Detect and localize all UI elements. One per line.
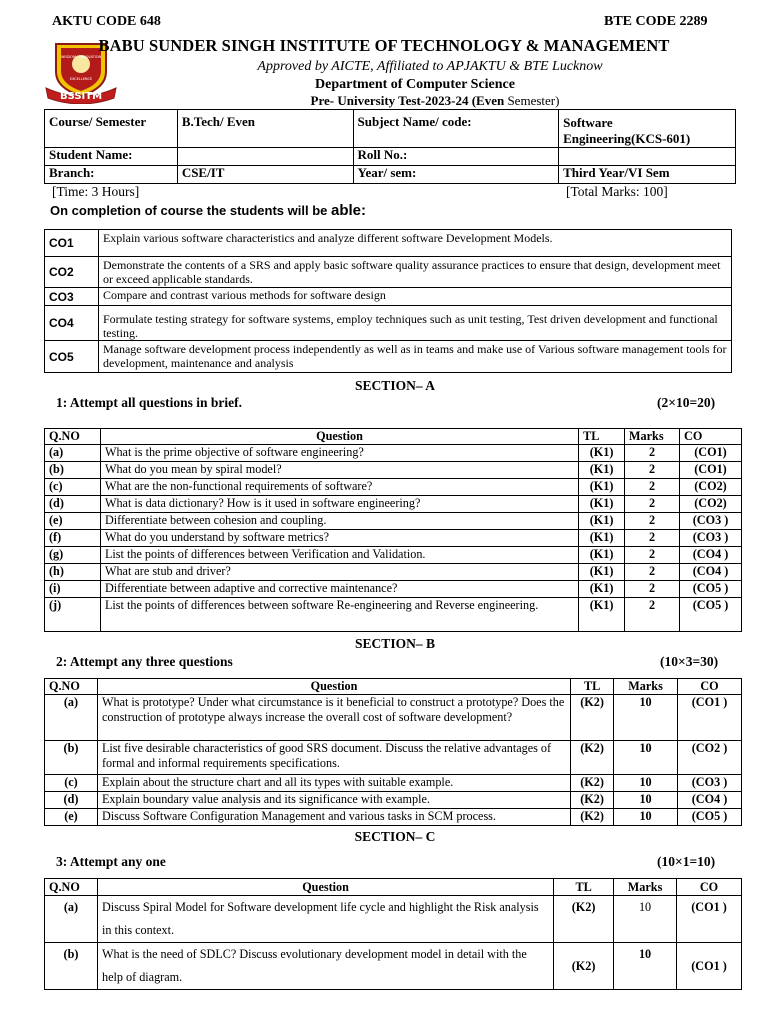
q-marks: 2	[625, 581, 680, 598]
subject-value: Software Engineering(KCS-601)	[559, 110, 736, 148]
q-marks: 2	[625, 445, 680, 462]
q-tl: (K1)	[579, 496, 625, 513]
section-a-table	[44, 428, 742, 632]
total-marks: [Total Marks: 100]	[566, 184, 668, 199]
q-tl: (K1)	[579, 462, 625, 479]
q-co: (CO1 )	[677, 943, 742, 990]
table-header-row	[45, 879, 742, 896]
co-code: CO5	[45, 341, 99, 373]
year-value: Third Year/VI Sem	[559, 166, 736, 184]
section-c-table	[44, 878, 742, 990]
q-text: Differentiate between cohesion and coupling.	[100, 513, 578, 530]
table-row	[45, 809, 742, 826]
header-marks: Marks	[625, 429, 680, 445]
q-no: (b)	[45, 741, 98, 775]
q-co: (CO4 )	[680, 547, 742, 564]
q-tl: (K2)	[554, 896, 614, 943]
q-tl: (K2)	[571, 809, 614, 826]
q-text: Discuss Spiral Model for Software development life cycle and highlight the Risk analysis in this context.	[97, 896, 553, 943]
q-tl: (K2)	[554, 943, 614, 990]
co-row	[45, 288, 732, 306]
table-header-row	[45, 679, 742, 695]
header-qno: Q.NO	[45, 879, 98, 896]
table-row	[45, 479, 742, 496]
q-tl: (K1)	[579, 598, 625, 632]
q-tl: (K2)	[571, 792, 614, 809]
q-text: What do you mean by spiral model?	[100, 462, 578, 479]
q-co: (CO3 )	[680, 530, 742, 547]
co-row	[45, 306, 732, 341]
q-marks: 2	[625, 564, 680, 581]
q-no: (h)	[45, 564, 101, 581]
table-row	[45, 513, 742, 530]
q-co: (CO1)	[680, 462, 742, 479]
branch-value: CSE/IT	[177, 166, 353, 184]
table-header-row	[45, 429, 742, 445]
section-a-instruction: 1: Attempt all questions in brief.	[56, 395, 243, 410]
q-text: Discuss Software Configuration Management and various tasks in SCM process.	[97, 809, 570, 826]
q-text: What is the prime objective of software engineering?	[100, 445, 578, 462]
q-co: (CO1)	[680, 445, 742, 462]
q-co: (CO3 )	[678, 775, 742, 792]
student-value	[177, 148, 353, 166]
table-row	[45, 598, 742, 632]
q-marks: 10	[614, 896, 677, 943]
co-code: CO4	[45, 306, 99, 341]
header-question: Question	[97, 879, 553, 896]
section-a-marks: (2×10=20)	[657, 395, 716, 410]
q-co: (CO3 )	[680, 513, 742, 530]
subject-label: Subject Name/ code:	[353, 110, 559, 148]
header-qno: Q.NO	[45, 679, 98, 695]
header-question: Question	[97, 679, 570, 695]
q-marks: 10	[614, 695, 678, 741]
q-text: Explain boundary value analysis and its significance with example.	[97, 792, 570, 809]
co-text: Explain various software characteristics and analyze different software Development Models.	[98, 230, 731, 257]
outcome-intro: On completion of course the students will be able:	[50, 202, 366, 219]
co-row	[45, 257, 732, 288]
q-no: (e)	[45, 513, 101, 530]
q-marks: 10	[614, 943, 677, 990]
q-text: What is prototype? Under what circumstance is it beneficial to construct a prototype? Does the construction of prototype always increase the overall cost of software development?	[97, 695, 570, 741]
q-tl: (K1)	[579, 581, 625, 598]
q-no: (i)	[45, 581, 101, 598]
q-marks: 10	[614, 741, 678, 775]
table-row	[45, 741, 742, 775]
section-a-title: SECTION– A	[355, 378, 435, 393]
q-text: What are stub and driver?	[100, 564, 578, 581]
q-co: (CO2 )	[678, 741, 742, 775]
q-text: List five desirable characteristics of good SRS document. Discuss the relative advantages of formal and informal requirements specifications.	[97, 741, 570, 775]
co-text: Demonstrate the contents of a SRS and apply basic software quality assurance practices to ensure that design, development meet or exceed applicable standards.	[98, 257, 731, 288]
q-co: (CO5 )	[680, 598, 742, 632]
q-co: (CO4 )	[678, 792, 742, 809]
co-text: Compare and contrast various methods for software design	[98, 288, 731, 306]
q-no: (a)	[45, 445, 101, 462]
header-qno: Q.NO	[45, 429, 101, 445]
section-c-instruction: 3: Attempt any one	[56, 854, 166, 869]
q-no: (e)	[45, 809, 98, 826]
course-value: B.Tech/ Even	[177, 110, 353, 148]
q-tl: (K1)	[579, 445, 625, 462]
co-code: CO3	[45, 288, 99, 306]
co-row	[45, 230, 732, 257]
course-label: Course/ Semester	[45, 110, 178, 148]
q-no: (b)	[45, 943, 98, 990]
q-no: (f)	[45, 530, 101, 547]
department-name: Department of Computer Science	[315, 77, 515, 92]
q-marks: 10	[614, 775, 678, 792]
table-row	[45, 695, 742, 741]
co-code: CO1	[45, 230, 99, 257]
table-row	[45, 530, 742, 547]
q-marks: 2	[625, 513, 680, 530]
institute-name: BABU SUNDER SINGH INSTITUTE OF TECHNOLOGY & MANAGEMENT	[98, 36, 670, 55]
section-c-marks: (10×1=10)	[657, 854, 716, 869]
q-co: (CO1 )	[677, 896, 742, 943]
q-marks: 2	[625, 479, 680, 496]
q-tl: (K2)	[571, 695, 614, 741]
q-no: (b)	[45, 462, 101, 479]
q-marks: 2	[625, 547, 680, 564]
q-co: (CO2)	[680, 496, 742, 513]
q-no: (c)	[45, 479, 101, 496]
section-b-instruction: 2: Attempt any three questions	[56, 654, 233, 669]
q-no: (d)	[45, 792, 98, 809]
section-c-title: SECTION– C	[354, 829, 436, 844]
q-no: (a)	[45, 896, 98, 943]
q-marks: 10	[614, 792, 678, 809]
q-no: (a)	[45, 695, 98, 741]
q-text: Differentiate between adaptive and corrective maintenance?	[100, 581, 578, 598]
q-text: What is the need of SDLC? Discuss evolutionary development model in detail with the help of diagram.	[97, 943, 553, 990]
table-row	[45, 496, 742, 513]
q-marks: 2	[625, 598, 680, 632]
q-text: List the points of differences between software Re-engineering and Reverse engineering.	[100, 598, 578, 632]
svg-text:EXCELLENCE: EXCELLENCE	[69, 77, 93, 81]
q-text: What is data dictionary? How is it used in software engineering?	[100, 496, 578, 513]
header-tl: TL	[579, 429, 625, 445]
header-co: CO	[677, 879, 742, 896]
aktu-code: AKTU CODE 648	[52, 14, 161, 29]
section-b-table	[44, 678, 742, 826]
branch-label: Branch:	[45, 166, 178, 184]
q-no: (c)	[45, 775, 98, 792]
header-co: CO	[680, 429, 742, 445]
section-b-title: SECTION– B	[355, 636, 435, 651]
q-text: List the points of differences between Verification and Validation.	[100, 547, 578, 564]
co-text: Formulate testing strategy for software systems, employ techniques such as unit testing, Test driven development and functional testing.	[98, 306, 731, 341]
q-marks: 2	[625, 496, 680, 513]
header-co: CO	[678, 679, 742, 695]
table-row	[45, 564, 742, 581]
q-tl: (K2)	[571, 741, 614, 775]
q-tl: (K1)	[579, 564, 625, 581]
header-marks: Marks	[614, 879, 677, 896]
q-tl: (K1)	[579, 513, 625, 530]
svg-text:BSSITM: BSSITM	[59, 91, 103, 102]
q-co: (CO1 )	[678, 695, 742, 741]
header-tl: TL	[554, 879, 614, 896]
q-marks: 2	[625, 462, 680, 479]
q-tl: (K1)	[579, 547, 625, 564]
roll-label: Roll No.:	[353, 148, 559, 166]
q-tl: (K2)	[571, 775, 614, 792]
q-co: (CO5 )	[678, 809, 742, 826]
course-info-table	[44, 109, 736, 184]
table-row	[45, 943, 742, 990]
q-co: (CO5 )	[680, 581, 742, 598]
co-row	[45, 341, 732, 373]
q-no: (j)	[45, 598, 101, 632]
table-row	[45, 792, 742, 809]
table-row	[45, 547, 742, 564]
q-text: What are the non-functional requirements of software?	[100, 479, 578, 496]
section-b-marks: (10×3=30)	[660, 654, 719, 669]
table-row	[45, 775, 742, 792]
course-outcomes-table	[44, 229, 732, 373]
test-title: Pre- University Test-2023-24 (Even Semester)	[310, 93, 560, 108]
q-marks: 10	[614, 809, 678, 826]
co-text: Manage software development process independently as well as in teams and make use of Various software management tools for development, maintenance and analysis	[98, 341, 731, 373]
q-co: (CO4 )	[680, 564, 742, 581]
header-marks: Marks	[614, 679, 678, 695]
q-co: (CO2)	[680, 479, 742, 496]
table-row	[45, 462, 742, 479]
q-no: (d)	[45, 496, 101, 513]
q-tl: (K1)	[579, 530, 625, 547]
header-question: Question	[100, 429, 578, 445]
q-text: Explain about the structure chart and all its types with suitable example.	[97, 775, 570, 792]
roll-value	[559, 148, 736, 166]
q-marks: 2	[625, 530, 680, 547]
q-tl: (K1)	[579, 479, 625, 496]
bte-code: BTE CODE 2289	[604, 14, 708, 29]
approval-line: Approved by AICTE, Affiliated to APJAKTU & BTE Lucknow	[257, 59, 603, 74]
table-row	[45, 896, 742, 943]
table-row	[45, 445, 742, 462]
header-tl: TL	[571, 679, 614, 695]
co-code: CO2	[45, 257, 99, 288]
student-label: Student Name:	[45, 148, 178, 166]
year-label: Year/ sem:	[353, 166, 559, 184]
q-text: What do you understand by software metrics?	[100, 530, 578, 547]
time-info: [Time: 3 Hours]	[52, 184, 140, 199]
svg-text:WISDOM · INNOVATION: WISDOM · INNOVATION	[60, 55, 102, 59]
table-row	[45, 581, 742, 598]
q-no: (g)	[45, 547, 101, 564]
